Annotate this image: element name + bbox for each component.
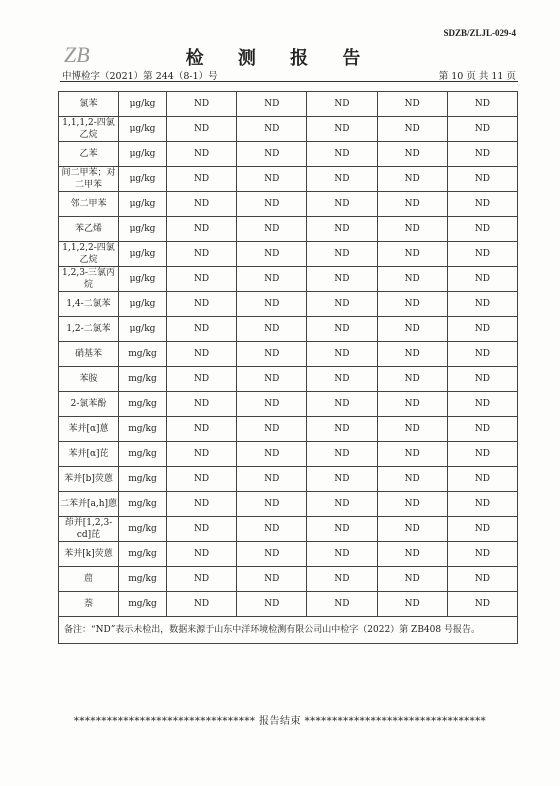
result-cell: ND [167, 292, 237, 317]
result-cell: ND [447, 192, 517, 217]
result-cell: ND [237, 217, 307, 242]
result-cell: ND [237, 242, 307, 267]
unit-cell: μg/kg [119, 117, 167, 142]
result-cell: ND [377, 492, 447, 517]
result-cell: ND [377, 392, 447, 417]
compound-name: 苯乙烯 [59, 217, 119, 242]
result-cell: ND [377, 592, 447, 617]
result-cell: ND [237, 542, 307, 567]
result-cell: ND [447, 317, 517, 342]
result-cell: ND [377, 542, 447, 567]
result-cell: ND [237, 167, 307, 192]
table-row [59, 342, 518, 367]
result-cell: ND [447, 117, 517, 142]
result-cell: ND [307, 417, 377, 442]
result-cell: ND [447, 467, 517, 492]
page-number: 第 10 页 共 11 页 [438, 71, 516, 82]
table-row [59, 467, 518, 492]
result-cell: ND [447, 92, 517, 117]
result-cell: ND [307, 542, 377, 567]
result-cell: ND [447, 342, 517, 367]
result-cell: ND [167, 317, 237, 342]
result-cell: ND [237, 492, 307, 517]
report-title: 检 测 报 告 [185, 48, 375, 69]
compound-name: 1,4-二氯苯 [59, 292, 119, 317]
table-row [59, 242, 518, 267]
compound-name: 邻二甲苯 [59, 192, 119, 217]
result-cell: ND [307, 517, 377, 542]
result-cell: ND [307, 567, 377, 592]
result-cell: ND [167, 592, 237, 617]
result-cell: ND [447, 592, 517, 617]
result-cell: ND [167, 192, 237, 217]
result-cell: ND [377, 292, 447, 317]
result-cell: ND [377, 317, 447, 342]
table-note-row [59, 617, 518, 644]
results-table-body [59, 92, 518, 617]
result-cell: ND [307, 467, 377, 492]
result-cell: ND [377, 442, 447, 467]
result-cell: ND [237, 567, 307, 592]
result-cell: ND [447, 142, 517, 167]
report-end-line: ********************************* 报告结束 ********************************* [73, 716, 487, 727]
unit-cell: μg/kg [119, 92, 167, 117]
company-logo: ZB [64, 42, 90, 67]
result-cell: ND [377, 367, 447, 392]
table-row [59, 417, 518, 442]
compound-name: 茚并[1,2,3-cd]芘 [59, 517, 119, 542]
result-cell: ND [377, 167, 447, 192]
result-cell: ND [167, 442, 237, 467]
result-cell: ND [307, 92, 377, 117]
table-row [59, 317, 518, 342]
compound-name: 1,2-二氯苯 [59, 317, 119, 342]
table-row [59, 267, 518, 292]
result-cell: ND [447, 267, 517, 292]
unit-cell: mg/kg [119, 342, 167, 367]
compound-name: 间二甲苯；对二甲苯 [59, 167, 119, 192]
table-row [59, 217, 518, 242]
table-row [59, 367, 518, 392]
table-row [59, 192, 518, 217]
result-cell: ND [167, 542, 237, 567]
result-cell: ND [237, 592, 307, 617]
unit-cell: mg/kg [119, 367, 167, 392]
unit-cell: mg/kg [119, 592, 167, 617]
table-row [59, 542, 518, 567]
result-cell: ND [307, 367, 377, 392]
table-row [59, 117, 518, 142]
table-row [59, 392, 518, 417]
compound-name: 䓛 [59, 567, 119, 592]
compound-name: 1,2,3-三氯丙烷 [59, 267, 119, 292]
table-note: 备注：“ND”表示未检出，数据来源于山东中洋环境检测有限公司山中检字（2022）第 ZB408 号报告。 [59, 617, 518, 644]
result-cell: ND [447, 292, 517, 317]
result-cell: ND [377, 417, 447, 442]
unit-cell: μg/kg [119, 292, 167, 317]
result-cell: ND [377, 192, 447, 217]
compound-name: 2-氯苯酚 [59, 392, 119, 417]
result-cell: ND [237, 442, 307, 467]
unit-cell: mg/kg [119, 417, 167, 442]
result-cell: ND [447, 517, 517, 542]
result-cell: ND [377, 92, 447, 117]
table-row [59, 142, 518, 167]
result-cell: ND [377, 217, 447, 242]
result-cell: ND [447, 367, 517, 392]
result-cell: ND [167, 392, 237, 417]
result-cell: ND [167, 417, 237, 442]
result-cell: ND [307, 317, 377, 342]
header-divider [60, 81, 518, 82]
unit-cell: mg/kg [119, 517, 167, 542]
compound-name: 1,1,2,2-四氯乙烷 [59, 242, 119, 267]
result-cell: ND [377, 142, 447, 167]
result-cell: ND [237, 317, 307, 342]
result-cell: ND [167, 492, 237, 517]
compound-name: 氯苯 [59, 92, 119, 117]
result-cell: ND [167, 92, 237, 117]
result-cell: ND [447, 242, 517, 267]
result-cell: ND [237, 417, 307, 442]
result-cell: ND [167, 117, 237, 142]
result-cell: ND [237, 467, 307, 492]
result-cell: ND [377, 467, 447, 492]
compound-name: 硝基苯 [59, 342, 119, 367]
result-cell: ND [237, 292, 307, 317]
result-cell: ND [237, 342, 307, 367]
result-cell: ND [307, 217, 377, 242]
table-row [59, 492, 518, 517]
result-cell: ND [237, 517, 307, 542]
result-cell: ND [307, 192, 377, 217]
compound-name: 乙苯 [59, 142, 119, 167]
table-row [59, 592, 518, 617]
result-cell: ND [307, 292, 377, 317]
compound-name: 苯并[k]荧蒽 [59, 542, 119, 567]
result-cell: ND [377, 342, 447, 367]
result-cell: ND [307, 392, 377, 417]
result-cell: ND [377, 267, 447, 292]
result-cell: ND [237, 92, 307, 117]
result-cell: ND [237, 367, 307, 392]
result-cell: ND [237, 192, 307, 217]
table-row [59, 517, 518, 542]
result-cell: ND [307, 592, 377, 617]
result-cell: ND [167, 367, 237, 392]
unit-cell: μg/kg [119, 267, 167, 292]
result-cell: ND [447, 492, 517, 517]
result-cell: ND [307, 142, 377, 167]
result-cell: ND [167, 217, 237, 242]
result-cell: ND [167, 342, 237, 367]
result-cell: ND [447, 442, 517, 467]
result-cell: ND [307, 267, 377, 292]
result-cell: ND [307, 442, 377, 467]
result-cell: ND [307, 167, 377, 192]
result-cell: ND [377, 117, 447, 142]
unit-cell: mg/kg [119, 467, 167, 492]
unit-cell: mg/kg [119, 542, 167, 567]
result-cell: ND [447, 217, 517, 242]
table-row [59, 92, 518, 117]
result-cell: ND [447, 392, 517, 417]
unit-cell: mg/kg [119, 392, 167, 417]
result-cell: ND [447, 167, 517, 192]
result-cell: ND [167, 467, 237, 492]
result-cell: ND [237, 117, 307, 142]
results-table [58, 91, 518, 644]
result-cell: ND [167, 267, 237, 292]
compound-name: 二苯并[a,h]蒽 [59, 492, 119, 517]
document-code: SDZB/ZLJL-029-4 [443, 28, 516, 38]
table-row [59, 167, 518, 192]
result-cell: ND [167, 517, 237, 542]
result-cell: ND [167, 167, 237, 192]
table-row [59, 292, 518, 317]
result-cell: ND [237, 267, 307, 292]
result-cell: ND [307, 242, 377, 267]
result-cell: ND [237, 142, 307, 167]
result-cell: ND [447, 542, 517, 567]
result-cell: ND [377, 567, 447, 592]
result-cell: ND [237, 392, 307, 417]
result-cell: ND [307, 342, 377, 367]
unit-cell: μg/kg [119, 192, 167, 217]
result-cell: ND [377, 242, 447, 267]
unit-cell: mg/kg [119, 492, 167, 517]
result-cell: ND [377, 517, 447, 542]
result-cell: ND [167, 567, 237, 592]
unit-cell: μg/kg [119, 317, 167, 342]
compound-name: 苯并[α]蒽 [59, 417, 119, 442]
table-row [59, 442, 518, 467]
table-row [59, 567, 518, 592]
result-cell: ND [167, 242, 237, 267]
compound-name: 萘 [59, 592, 119, 617]
result-cell: ND [447, 567, 517, 592]
result-cell: ND [167, 142, 237, 167]
report-reference: 中博检字（2021）第 244（8-1）号 [62, 71, 218, 82]
compound-name: 苯并[b]荧蒽 [59, 467, 119, 492]
unit-cell: μg/kg [119, 217, 167, 242]
unit-cell: mg/kg [119, 567, 167, 592]
unit-cell: mg/kg [119, 442, 167, 467]
unit-cell: μg/kg [119, 167, 167, 192]
compound-name: 苯并[α]芘 [59, 442, 119, 467]
result-cell: ND [307, 117, 377, 142]
unit-cell: μg/kg [119, 142, 167, 167]
result-cell: ND [447, 417, 517, 442]
result-cell: ND [307, 492, 377, 517]
compound-name: 1,1,1,2-四氯乙烷 [59, 117, 119, 142]
unit-cell: μg/kg [119, 242, 167, 267]
compound-name: 苯胺 [59, 367, 119, 392]
